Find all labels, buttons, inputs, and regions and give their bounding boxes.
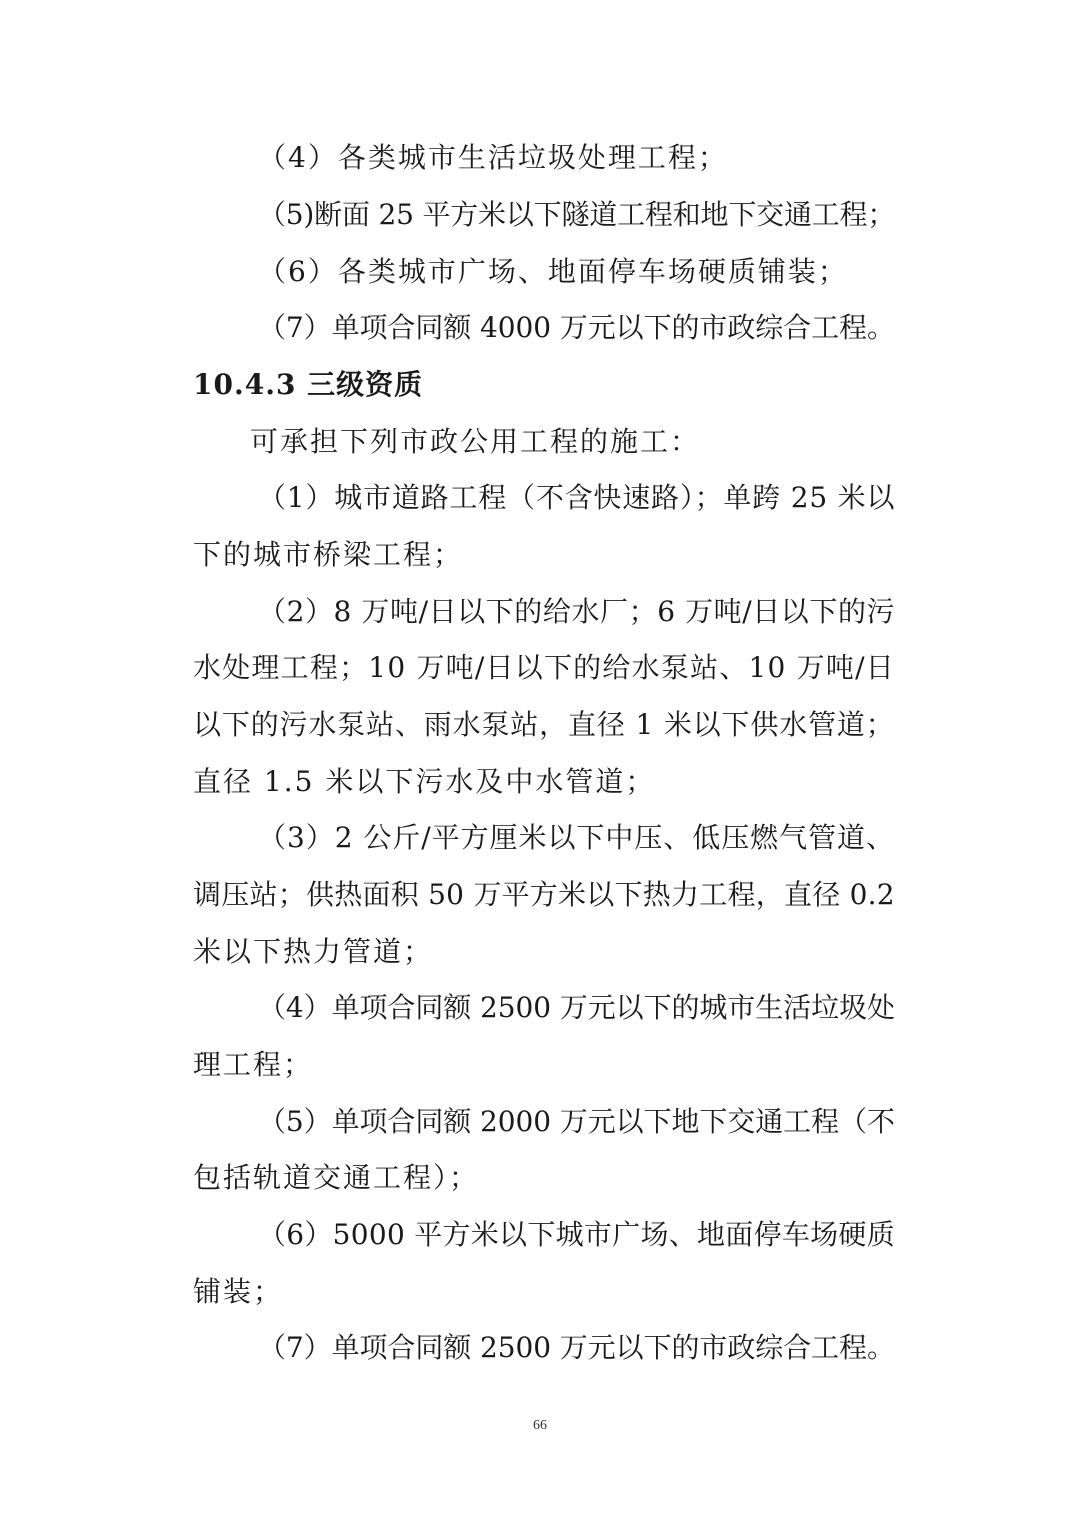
list-item: （7）单项合同额 2500 万元以下的市政综合工程。 (258, 1331, 895, 1364)
paragraph: 可承担下列市政公用工程的施工： (250, 425, 701, 458)
list-item: （4）各类城市生活垃圾处理工程； (258, 141, 728, 174)
list-item: （5)断面 25 平方米以下隧道工程和地下交通工程； (258, 198, 896, 231)
list-item: （6）各类城市广场、地面停车场硬质铺装； (258, 255, 848, 288)
list-item-continuation: 以下的污水泵站、雨水泵站，直径 1 米以下供水管道； (193, 708, 895, 741)
list-item: （1）城市道路工程（不含快速路）；单跨 25 米以 (258, 481, 896, 514)
list-item-continuation: 直径 1.5 米以下污水及中水管道； (193, 765, 656, 798)
list-item-continuation: 铺装； (193, 1275, 284, 1308)
list-item-continuation: 下的城市桥梁工程； (193, 538, 464, 571)
list-item: （3）2 公斤/平方厘米以下中压、低压燃气管道、 (258, 821, 895, 854)
list-item: （4）单项合同额 2500 万元以下的城市生活垃圾处 (258, 991, 895, 1024)
list-item-continuation: 米以下热力管道； (193, 935, 434, 968)
list-item: （7）单项合同额 4000 万元以下的市政综合工程。 (258, 311, 895, 344)
list-item: （5）单项合同额 2000 万元以下地下交通工程（不 (258, 1105, 895, 1138)
page-number: 66 (533, 1418, 547, 1433)
section-heading: 10.4.3 三级资质 (193, 368, 424, 401)
list-item-continuation: 水处理工程；10 万吨/日以下的给水泵站、10 万吨/日 (193, 651, 895, 684)
list-item-continuation: 调压站；供热面积 50 万平方米以下热力工程，直径 0.2 (193, 878, 895, 911)
list-item-continuation: 包括轨道交通工程）； (193, 1161, 480, 1194)
list-item: （6）5000 平方米以下城市广场、地面停车场硬质 (258, 1218, 895, 1251)
list-item: （2）8 万吨/日以下的给水厂；6 万吨/日以下的污 (258, 595, 896, 628)
list-item-continuation: 理工程； (193, 1048, 314, 1081)
